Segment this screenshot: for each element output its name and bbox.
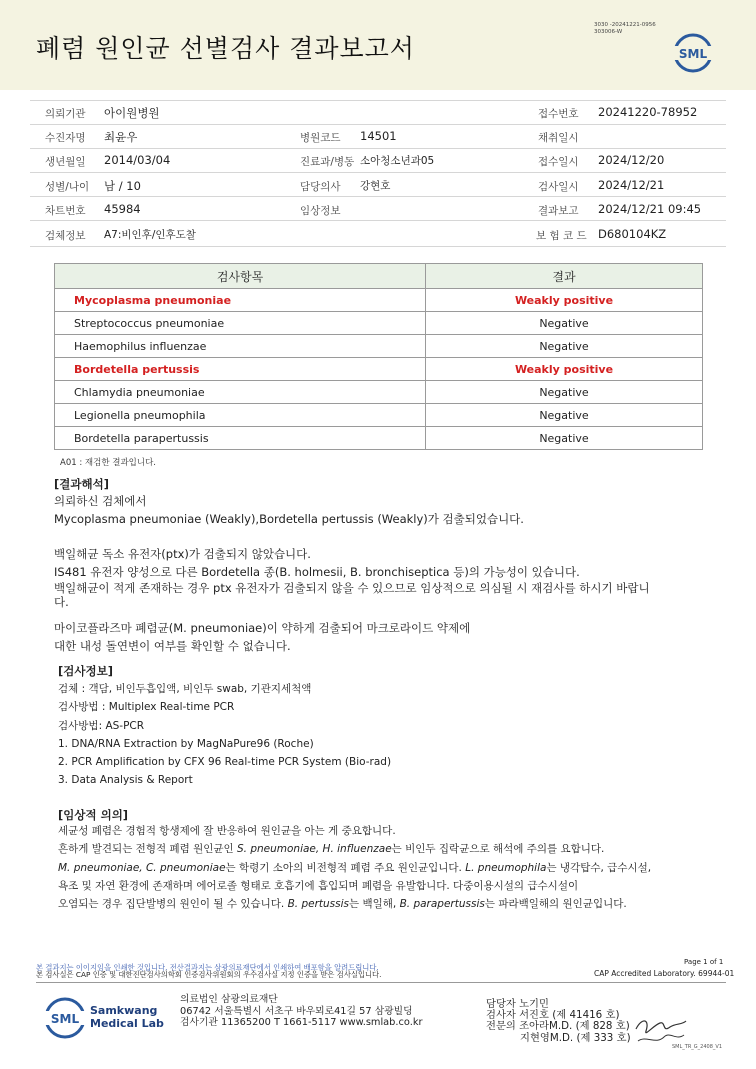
chart-label: 차트번호 (45, 205, 86, 217)
test-info-line: 검사방법: AS-PCR (58, 719, 145, 732)
organism-name: B. parapertussis (399, 898, 485, 911)
column-header-item: 검사항목 (55, 264, 426, 289)
organization-name (90, 1004, 164, 1030)
divider (30, 100, 726, 101)
hospital-code-label: 병원코드 (300, 132, 341, 144)
text-span: 는 파라백일해의 원인균입니다. (484, 898, 627, 911)
accession-value: 20241220-78952 (598, 105, 698, 119)
clinical-text (58, 822, 718, 913)
signatory-line: 담당자 노기민 (486, 998, 549, 1010)
print-notice: 본 결과지는 이이지임을 인쇄한 것입니다. 전산결과지는 삼광의료재단에서 인쇄하여 배포함을 알려드립니다. (36, 963, 379, 972)
organism-name: S. pneumoniae, H. influenzae (236, 843, 392, 856)
interp-line: 백일해균이 적게 존재하는 경우 ptx 유전자가 검출되지 않을 수 있으므로 임상적으로 의심될 시 재검사를 하시기 바랍니 (54, 581, 650, 595)
interp-line: 의뢰하신 검체에서 (54, 494, 147, 508)
address-line: 06742 서울특별시 서초구 바우뫼로41길 57 삼광빌딩 (180, 1005, 413, 1017)
org-line: Samkwang (90, 1004, 158, 1017)
address-line: 검사기관 11365200 T 1661-5117 www.smlab.co.kr (180, 1017, 423, 1029)
results-table (54, 263, 703, 450)
form-version: SML_TR_G_2408_V1 (672, 1044, 723, 1050)
doctor-value: 강현호 (360, 180, 391, 192)
interpretation-text-1 (54, 493, 524, 528)
interpretation-heading: [결과해석] (54, 477, 109, 491)
sml-logo (673, 33, 713, 73)
patient-label: 수진자명 (45, 132, 86, 144)
organism-name: B. pertussis (287, 898, 349, 911)
address-block (180, 994, 423, 1029)
column-header-result: 결과 (426, 264, 703, 289)
clinical-line (58, 859, 718, 877)
interpretation-text-3 (54, 620, 470, 655)
logo-text: SML (678, 47, 708, 61)
interp-line: 마이코플라즈마 폐렴균(M. pneumoniae)이 약하게 검출되어 마크로라이드 약제에 (54, 621, 471, 635)
test-result: Negative (426, 427, 703, 450)
clinical-label: 임상정보 (300, 205, 341, 217)
signatory-block (486, 999, 631, 1044)
footer-sml-logo (44, 997, 86, 1039)
divider (30, 246, 726, 247)
text-span: 는 비인두 집락균으로 해석에 주의를 요합니다. (391, 843, 605, 856)
interpretation-text-2 (54, 546, 714, 609)
table-row (55, 358, 703, 381)
clinical-line: 욕조 및 자연 환경에 존재하며 에어로졸 형태로 호흡기에 흡입되며 폐렴을 유발합니다. 다중이용시설의 급수시설이 (58, 879, 579, 892)
divider (30, 196, 726, 197)
test-result: Negative (426, 381, 703, 404)
receipt-label: 접수일시 (538, 156, 579, 168)
hospital-code-value: 14501 (360, 129, 397, 143)
footer-divider (36, 982, 726, 983)
organism-name: L. pneumophila (465, 861, 547, 874)
test-item: Bordetella parapertussis (55, 427, 426, 450)
report-code (594, 22, 656, 36)
report-date-value: 2024/12/21 09:45 (598, 202, 702, 216)
code-line-1: 3030 -20241221-0956 (594, 22, 656, 28)
organism-name: M. pneumoniae, C. pneumoniae (58, 861, 226, 874)
chart-value: 45984 (104, 202, 141, 216)
accession-label: 접수번호 (538, 108, 579, 120)
interp-line: IS481 유전자 양성으로 다른 Bordetella 종(B. holmesii, B. bronchiseptica 등)의 가능성이 있습니다. (54, 564, 580, 579)
test-result: Negative (426, 404, 703, 427)
patient-value: 최윤우 (104, 130, 138, 144)
table-header-row (55, 264, 703, 289)
report-date-label: 결과보고 (538, 205, 579, 217)
text-span: 오염되는 경우 집단발병의 원인이 될 수 있습니다. (58, 898, 288, 911)
sex-age-label: 성별/나이 (45, 181, 90, 193)
test-info-line: 1. DNA/RNA Extraction by MagNaPure96 (Roche) (58, 737, 314, 750)
text-span: 는 백일해, (348, 898, 400, 911)
report-title: 폐렴 원인균 선별검사 결과보고서 (36, 34, 415, 63)
test-date-label: 검사일시 (538, 181, 579, 193)
test-result: Negative (426, 312, 703, 335)
test-item: Haemophilus influenzae (55, 335, 426, 358)
test-info-line: 검사방법 : Multiplex Real-time PCR (58, 701, 235, 714)
interp-line: 대한 내성 돌연변이 여부를 확인할 수 없습니다. (54, 638, 291, 653)
table-row (55, 289, 703, 312)
interp-line: Mycoplasma pneumoniae (Weakly),Bordetella pertussis (Weakly)가 검출되었습니다. (54, 511, 524, 526)
table-row (55, 312, 703, 335)
institution-label: 의뢰기관 (45, 108, 86, 120)
test-result: Negative (426, 335, 703, 358)
footer-logo-text: SML (50, 1012, 80, 1026)
interp-line: 백일해균 독소 유전자(ptx)가 검출되지 않았습니다. (54, 547, 311, 561)
cap-certification-note: 본 검사실은 CAP 인증 및 대한진단검사의학회 인증검사위원회의 우수검사실 지정 인증을 받은 검사실입니다. (36, 970, 382, 979)
address-line: 의료법인 삼광의료재단 (180, 994, 278, 1005)
table-row (55, 427, 703, 450)
test-item: Streptococcus pneumoniae (55, 312, 426, 335)
collect-label: 채취일시 (538, 132, 579, 144)
test-info-list (58, 680, 391, 790)
page-number: Page 1 of 1 (684, 958, 724, 966)
insurance-value: D680104KZ (598, 227, 667, 241)
signatory-line: 지현영M.D. (제 333 호) (520, 1031, 631, 1044)
test-result: Weakly positive (426, 358, 703, 381)
table-row (55, 335, 703, 358)
test-item: Mycoplasma pneumoniae (55, 289, 426, 312)
test-item: Legionella pneumophila (55, 404, 426, 427)
receipt-value: 2024/12/20 (598, 153, 665, 167)
sex-age-value: 남 / 10 (104, 179, 141, 193)
signatory-line: 전문의 조아라M.D. (제 828 호) (486, 1020, 630, 1033)
clinical-line (58, 895, 718, 913)
table-row (55, 381, 703, 404)
divider (30, 172, 726, 173)
institution-value: 아이원병원 (104, 106, 160, 120)
specimen-value: A7:비인후/인후도찰 (104, 229, 196, 241)
signatory-line: 검사자 서진호 (제 41416 호) (486, 1009, 620, 1022)
dept-value: 소아청소년과05 (360, 155, 435, 167)
text-span: 는 학령기 소아의 비전형적 폐렴 주요 원인균입니다. (225, 861, 466, 874)
org-line: Medical Lab (90, 1017, 164, 1030)
test-item: Bordetella pertussis (55, 358, 426, 381)
insurance-label: 보 험 코 드 (536, 230, 587, 242)
test-result: Weakly positive (426, 289, 703, 312)
dob-label: 생년월일 (45, 156, 86, 168)
dob-value: 2014/03/04 (104, 153, 171, 167)
specimen-label: 검체정보 (45, 230, 86, 242)
clinical-line (58, 840, 718, 858)
test-info-line: 3. Data Analysis & Report (58, 774, 193, 787)
test-item: Chlamydia pneumoniae (55, 381, 426, 404)
divider (30, 220, 726, 221)
test-info-line: 2. PCR Amplification by CFX 96 Real-time PCR System (Bio-rad) (58, 756, 392, 769)
cap-lab-number: CAP Accredited Laboratory. 69944-01 (594, 969, 735, 978)
clinical-heading: [임상적 의의] (58, 808, 129, 822)
divider (30, 124, 726, 125)
dept-label: 진료과/병동 (300, 156, 355, 168)
table-row (55, 404, 703, 427)
test-info-line: 검체 : 객담, 비인두흡입액, 비인두 swab, 기관지세척액 (58, 683, 312, 695)
test-info-heading: [검사정보] (58, 664, 113, 678)
retest-note: A01 : 재검한 결과입니다. (60, 458, 156, 468)
text-span: 는 냉각탑수, 급수시설, (546, 861, 652, 874)
clinical-line: 세균성 폐렴은 경험적 항생제에 잘 반응하여 원인균을 아는 게 중요합니다. (58, 825, 396, 837)
divider (30, 148, 726, 149)
doctor-label: 담당의사 (300, 181, 341, 193)
test-date-value: 2024/12/21 (598, 178, 665, 192)
text-span: 흔하게 발견되는 전형적 폐렴 원인균인 (58, 843, 237, 856)
code-line-2: 303006-W (594, 29, 623, 35)
interp-line: 다. (54, 595, 69, 609)
